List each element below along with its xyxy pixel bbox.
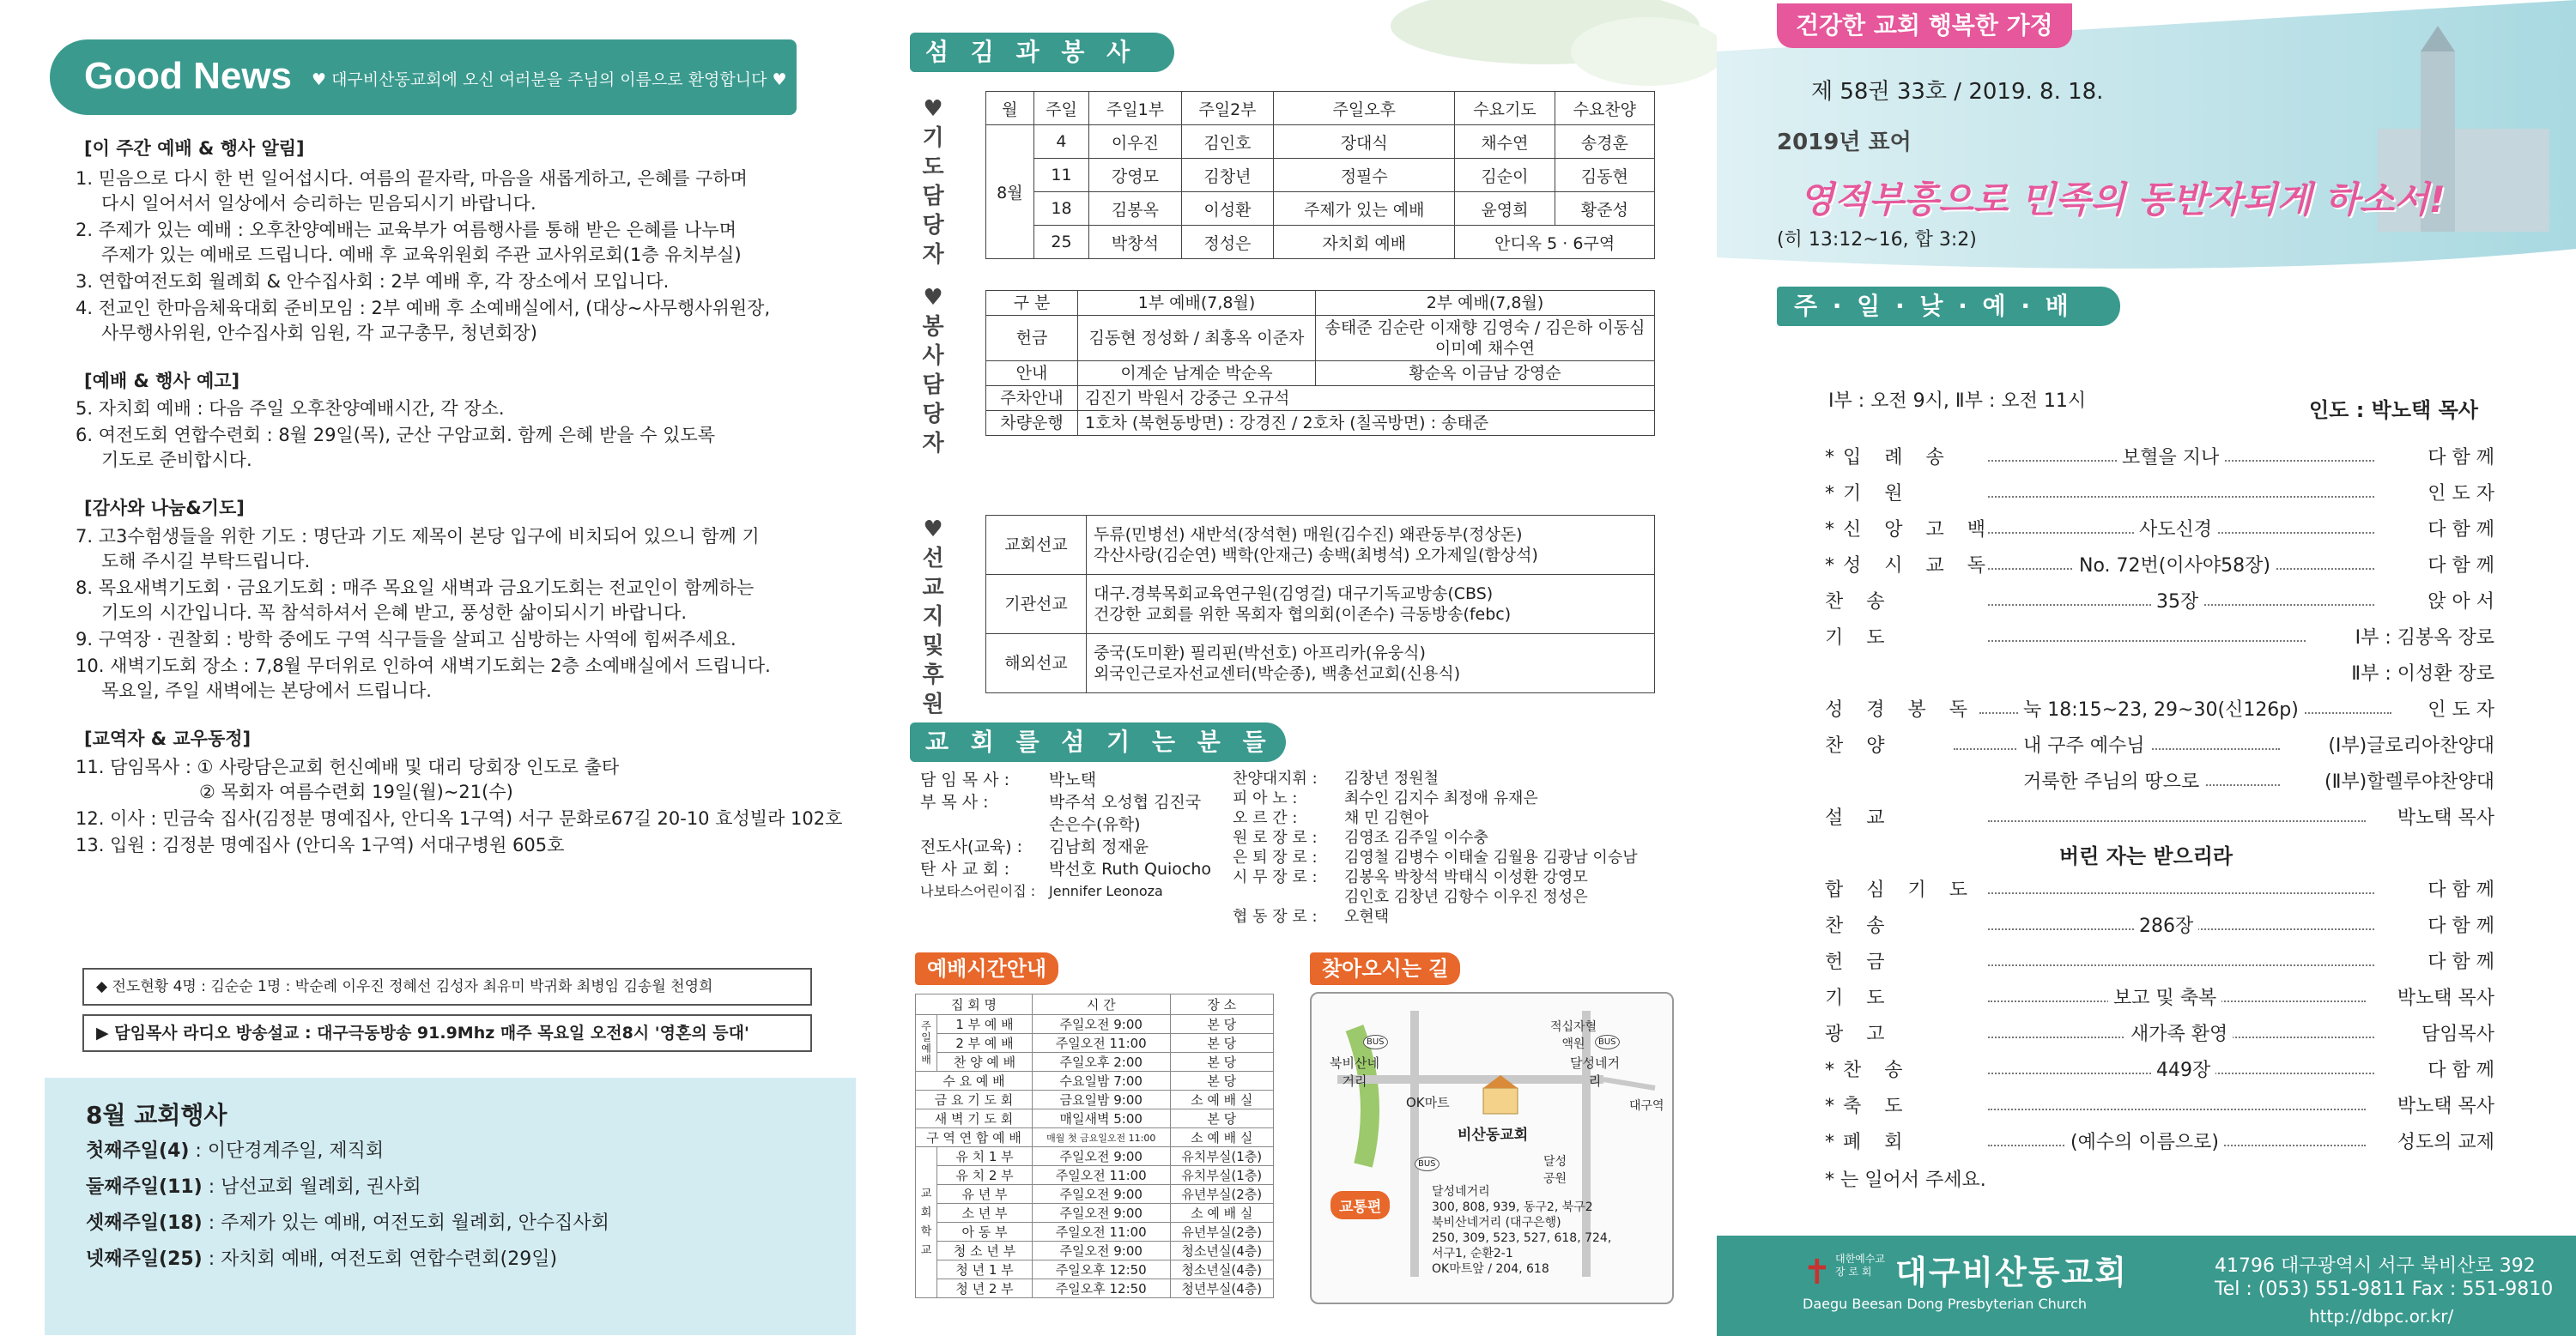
table-row: 새 벽 기 도 회 매일새벽 5:00 본 당 xyxy=(916,1109,1274,1128)
august-event-row: 둘째주일(11) : 남선교회 월례회, 권사회 xyxy=(86,1176,421,1198)
staff-row: 협 동 장 로 : 오현택 xyxy=(1233,908,1390,926)
table-row: 교회선교 두류(민병선) 새반석(장석현) 매원(김수진) 왜관동부(정상돈) 각산사랑(김순연) 백학(안재근) 송백(최병석) 오가제일(함상석) xyxy=(986,516,1655,575)
staff-row: 찬양대지휘 : 김창년 정원철 xyxy=(1233,770,1440,788)
notice-line: ② 목회자 여름수련회 19일(월)~21(수) xyxy=(199,782,513,802)
staff-row: 나보타스어린이집 : Jennifer Leonoza xyxy=(920,883,1163,899)
worship-schedule-table xyxy=(915,994,1274,1298)
table-row: 18 김봉옥 이성환 주제가 있는 예배 윤영희 황준성 xyxy=(986,192,1655,226)
notice-line: 5. 자치회 예배 : 다음 주일 오후찬양예배시간, 각 장소. xyxy=(76,398,505,419)
order-row: 기 도 Ⅰ부 : 김봉옥 장로 xyxy=(1825,627,2494,649)
traffic-label: 교통편 xyxy=(1330,1191,1390,1219)
leaf-decoration xyxy=(1288,0,1717,103)
order-row: Ⅱ부 : 이성환 장로 xyxy=(2351,663,2494,685)
order-row: 합 심 기 도 다 함 께 xyxy=(1825,880,2494,901)
cover-worship-panel xyxy=(1717,0,2576,1336)
table-row: 11 강영모 김창년 정필수 김순이 김동현 xyxy=(986,159,1655,192)
table-row: 헌금 김동현 정성화 / 최홍옥 이준자 송태준 김순란 이재향 김영숙 / 김은하 이동심 이미예 채수연 xyxy=(986,316,1655,361)
table-row: 유 치 2 부 주일오전 11:00 유치부실(1층) xyxy=(916,1166,1274,1185)
notice-line: 13. 입원 : 김정분 명예집사 (안디옥 1구역) 서대구병원 605호 xyxy=(76,835,565,855)
table-row: 청 년 1 부 주일오후 12:50 청소년실(4층) xyxy=(916,1260,1274,1279)
table-row: 금 요 기 도 회 금요일밤 9:00 소 예 배 실 xyxy=(916,1091,1274,1109)
notice-line: 12. 이사 : 민금숙 집사(김정분 명예집사, 안디옥 1구역) 서구 문화로67길 20-10 효성빌라 102호 xyxy=(76,808,843,829)
table-row: 8월 4 이우진 김인호 장대식 채수연 송경훈 xyxy=(986,125,1655,159)
notice-line: 기도로 준비합시다. xyxy=(101,450,252,470)
table-header-row: 집 회 명 시 간 장 소 xyxy=(916,994,1274,1015)
bus-stop-icon: BUS xyxy=(1595,1035,1620,1049)
order-row: *성 시 교 독 No. 72번(이사야58장) 다 함 께 xyxy=(1825,551,2494,585)
bus-stop-icon: BUS xyxy=(1363,1035,1388,1049)
directions-map xyxy=(1310,992,1674,1304)
staff-row: 담 임 목 사 : 박노택 xyxy=(920,771,1097,789)
table-row: 25 박창석 정성은 자치회 예배 안디옥 5 · 6구역 xyxy=(986,226,1655,259)
service-duty-table xyxy=(985,290,1655,436)
directions-tag: 찾아오시는 길 xyxy=(1310,952,1460,985)
order-row: *찬 송 449장 다 함 께 xyxy=(1825,1055,2494,1090)
map-label: OK마트 xyxy=(1406,1095,1450,1110)
welcome-text: ♥ 대구비산동교회에 오신 여러분을 주님의 이름으로 환영합니다 ♥ xyxy=(312,70,787,89)
footer xyxy=(1717,1236,2576,1336)
cross-logo-icon: ✝ xyxy=(1803,1253,1832,1292)
order-row: 찬 양 내 구주 예수님 (Ⅰ부)글로리아찬양대 xyxy=(1825,731,2494,765)
notice-line: 6. 여전도회 연합수련회 : 8월 29일(목), 군산 구암교회. 함께 은혜 받을 수 있도록 xyxy=(76,425,716,445)
bus-stop-icon: BUS xyxy=(1415,1157,1440,1171)
notice-line: 3. 연합여전도회 월례회 & 안수집사회 : 2부 예배 후, 각 장소에서 모입니다. xyxy=(76,271,670,292)
august-events-box xyxy=(45,1078,856,1335)
notice-line: 11. 담임목사 : ① 사랑담은교회 헌신예배 및 대리 당회장 인도로 출타 xyxy=(76,757,620,777)
table-row: 구 역 연 합 예 배 매월 첫 금요일오전 11:00 소 예 배 실 xyxy=(916,1128,1274,1147)
staff-row: 은 퇴 장 로 : 김영철 김병수 이태술 김월용 김광남 이승남 xyxy=(1233,849,1638,867)
map-label: 달성네거리 xyxy=(1570,1055,1620,1089)
serve-section-header: 섬 김 과 봉 사 xyxy=(910,33,1174,72)
table-row: 청 년 2 부 주일오후 12:50 청년부실(4층) xyxy=(916,1279,1274,1298)
order-row: 거룩한 주님의 땅으로 (Ⅱ부)할렐루야찬양대 xyxy=(1825,767,2494,801)
map-label: 적십자혈액원 xyxy=(1549,1020,1597,1051)
mission-support-table xyxy=(985,515,1655,693)
map-church-label: 비산동교회 xyxy=(1458,1127,1529,1144)
slogan-tag: 건강한 교회 행복한 가정 xyxy=(1777,3,2072,48)
table-row: 수 요 예 배 수요일밤 7:00 본 당 xyxy=(916,1072,1274,1091)
staff-row: 손은수(유학) xyxy=(1049,815,1141,834)
table-row: 주차안내 김진기 박원서 강중근 오규석 xyxy=(986,386,1655,411)
august-events-title: 8월 교회행사 xyxy=(86,1101,227,1129)
staff-row: 피 아 노 : 최수인 김지수 최정애 유재은 xyxy=(1233,789,1538,807)
staff-section-header: 교 회 를 섬 기 는 분 들 xyxy=(910,722,1286,762)
standing-note: * 는 일어서 주세요. xyxy=(1825,1170,1986,1191)
notice-line: 기도의 시간입니다. 꼭 참석하셔서 은혜 받고, 풍성한 삶이되시기 바랍니다. xyxy=(101,602,688,623)
staff-list-right xyxy=(1233,769,1638,927)
notice-line: 주제가 있는 예배로 드립니다. 예배 후 교육위원회 주관 교사위로회(1층 유치부실) xyxy=(101,245,742,265)
table-row: 안내 이계순 남계순 박순옥 황순옥 이금남 강영순 xyxy=(986,361,1655,386)
section-heading: [교역자 & 교우동정] xyxy=(84,728,252,749)
staff-row: 원 로 장 로 : 김영조 김주일 이수충 xyxy=(1233,829,1488,847)
table-header-row: 월 주일 주일1부 주일2부 주일오후 수요기도 수요찬양 xyxy=(986,92,1655,125)
good-news-title: Good News xyxy=(84,55,293,97)
map-label: 달성공원 xyxy=(1543,1155,1567,1186)
section-heading: [예배 & 행사 예고] xyxy=(84,371,240,391)
august-event-row: 셋째주일(18) : 주제가 있는 예배, 여전도회 월례회, 안수집사회 xyxy=(86,1212,609,1234)
table-row: 유 년 부 주일오전 9:00 유년부실(2층) xyxy=(916,1185,1274,1204)
church-phone: Tel : (053) 551-9811 Fax : 551-9810 xyxy=(2215,1279,2554,1300)
section-heading: [이 주간 예배 & 행사 알림] xyxy=(84,138,305,159)
table-row: 기관선교 대구.경북목회교육연구원(김영걸) 대구기독교방송(CBS) 건강한 교회를 위한 목회자 협의회(이존수) 극동방송(febc) xyxy=(986,575,1655,634)
notice-line: 9. 구역장 · 권찰회 : 방학 중에도 구역 식구들을 살피고 심방하는 사역에 힘써주세요. xyxy=(76,629,736,650)
order-row: 찬 송 35장 앉 아 서 xyxy=(1825,587,2494,621)
sermon-title: 버린 자는 받으리라 xyxy=(2058,844,2234,868)
notice-line: 도해 주시길 부탁드립니다. xyxy=(101,551,311,571)
order-row: *기 원 인 도 자 xyxy=(1825,483,2494,505)
worship-section-header: 주 · 일 · 낮 · 예 · 배 xyxy=(1777,287,2120,326)
section-heading: [감사와 나눔&기도] xyxy=(84,498,245,518)
notice-line: 1. 믿음으로 다시 한 번 일어섭시다. 여름의 끝자락, 마음을 새롭게하고, 은혜를 구하며 xyxy=(76,168,748,189)
table-row: 차량운행 1호차 (북현동방면) : 강경진 / 2호차 (칠곡방면) : 송태준 xyxy=(986,411,1655,436)
map-label: 대구역 xyxy=(1629,1099,1664,1113)
prayer-schedule-table xyxy=(985,91,1655,259)
notice-line: 4. 전교인 한마음체육대회 준비모임 : 2부 예배 후 소예배실에서, (대상~사무행사위원장, xyxy=(76,298,771,318)
staff-row: 부 목 사 : 박주석 오성협 김진국 xyxy=(920,793,1202,812)
notice-line: 목요일, 주일 새벽에는 본당에서 드립니다. xyxy=(101,680,432,701)
issue-info: 제 58권 33호 / 2019. 8. 18. xyxy=(1811,79,2104,105)
year-motto-label: 2019년 표어 xyxy=(1777,130,1912,155)
order-row: 헌 금 다 함 께 xyxy=(1825,952,2494,973)
radio-broadcast-box: ▶ 담임목사 라디오 방송설교 : 대구극동방송 91.9Mhz 매주 목요일 오전8시 '영혼의 등대' xyxy=(82,1014,812,1052)
service-leaders-label: ♥ 봉 사 담 당 자 xyxy=(922,285,944,456)
table-row: 해외선교 중국(도미환) 필리핀(박선호) 아프리카(유웅식) 외국인근로자선교센터(박순종), 백총선교회(신용식) xyxy=(986,634,1655,693)
news-panel xyxy=(0,0,858,1336)
worship-order xyxy=(1717,443,2576,1198)
order-row: *폐 회 (예수의 이름으로) 성도의 교제 xyxy=(1825,1127,2494,1162)
table-row: 아 동 부 주일오전 11:00 유년부실(2층) xyxy=(916,1223,1274,1242)
church-name-en: Daegu Beesan Dong Presbyterian Church xyxy=(1803,1296,2088,1312)
table-row: 찬 양 예 배 주일오후 2:00 본 당 xyxy=(916,1053,1274,1072)
order-row: *축 도 박노택 목사 xyxy=(1825,1096,2494,1117)
denomination-label: 대한예수교 장 로 회 xyxy=(1835,1253,1885,1278)
order-row: 광 고 새가족 환영 담임목사 xyxy=(1825,1019,2494,1054)
notice-line: 8. 목요새벽기도회 · 금요기도회 : 매주 목요일 새벽과 금요기도회는 전교인이 함께하는 xyxy=(76,577,755,598)
worship-leader: 인도 : 박노택 목사 xyxy=(2309,398,2478,422)
year-motto: 영적부흥으로 민족의 동반자되게 하소서! xyxy=(1799,178,2446,221)
good-news-header xyxy=(50,39,797,115)
order-row: *신 앙 고 백 사도신경 다 함 께 xyxy=(1825,515,2494,549)
table-row: 주일예배 1 부 예 배 주일오전 9:00 본 당 xyxy=(916,1015,1274,1034)
table-row: 소 년 부 주일오전 9:00 소 예 배 실 xyxy=(916,1204,1274,1223)
table-row: 청 소 년 부 주일오전 9:00 청소년실(4층) xyxy=(916,1242,1274,1260)
order-row: *입 례 송 보혈을 지나 다 함 께 xyxy=(1825,443,2494,477)
mission-support-label: ♥ 선 교 지 및 후 원 xyxy=(922,517,944,717)
notice-line: 다시 일어서서 일상에서 승리하는 믿음되시기 바랍니다. xyxy=(101,193,536,214)
church-name: 대구비산동교회 xyxy=(1895,1254,2128,1291)
staff-row: 전도사(교육) : 김남희 정재윤 xyxy=(920,837,1149,856)
church-website-link[interactable]: http://dbpc.or.kr/ xyxy=(2309,1306,2454,1327)
notice-line: 10. 새벽기도회 장소 : 7,8월 무더위로 인하여 새벽기도회는 2층 소예배실에서 드립니다. xyxy=(76,656,771,676)
schedule-tag: 예배시간안내 xyxy=(915,952,1058,985)
evangelism-status-box: ◆ 전도현황 4명 : 김순순 1명 : 박순례 이우진 정혜선 김성자 최유미 박귀화 최병임 김송월 천영희 xyxy=(82,968,812,1006)
notice-line: 2. 주제가 있는 예배 : 오후찬양예배는 교육부가 여름행사를 통해 받은 은혜를 나누며 xyxy=(76,220,736,240)
august-event-row: 넷째주일(25) : 자치회 예배, 여전도회 연합수련회(29일) xyxy=(86,1248,558,1270)
table-header-row: 구 분 1부 예배(7,8월) 2부 예배(7,8월) xyxy=(986,291,1655,316)
bus-route-info: 달성네거리 300, 808, 939, 동구2, 북구2 북비산네거리 (대구은행) 250, 309, 523, 527, 618, 724, 서구1, 순환2-1 OK마트앞 / 204, 618 xyxy=(1432,1185,1612,1276)
notice-line: 7. 고3수험생들을 위한 기도 : 명단과 기도 제목이 본당 입구에 비치되어 있으니 함께 기 xyxy=(76,526,760,547)
worship-times: Ⅰ부 : 오전 9시, Ⅱ부 : 오전 11시 xyxy=(1828,390,2087,412)
notice-line: 사무행사위원, 안수집사회 임원, 각 교구총무, 청년회장) xyxy=(101,323,537,343)
service-panel xyxy=(858,0,1717,1336)
table-row: 2 부 예 배 주일오전 11:00 본 당 xyxy=(916,1034,1274,1053)
prayer-leaders-label: ♥ 기 도 담 당 자 xyxy=(922,96,944,268)
table-row: 교회학교 유 치 1 부 주일오전 9:00 유치부실(1층) xyxy=(916,1147,1274,1166)
staff-list-left xyxy=(920,769,1211,903)
order-row: 기 도 보고 및 축복 박노택 목사 xyxy=(1825,983,2494,1018)
staff-row: 탄 사 교 회 : 박선호 Ruth Quiocho xyxy=(920,860,1212,879)
map-label: 북비산네거리 xyxy=(1330,1055,1379,1089)
motto-verse: (히 13:12~16, 합 3:2) xyxy=(1777,229,1977,251)
august-event-row: 첫째주일(4) : 이단경계주일, 제직회 xyxy=(86,1140,385,1162)
order-row: 성 경 봉 독 눅 18:15~23, 29~30(신126p) 인 도 자 xyxy=(1825,695,2494,729)
church-address: 41796 대구광역시 서구 북비산로 392 xyxy=(2215,1255,2536,1277)
staff-row: 시 무 장 로 : 김봉옥 박창석 박태식 이성환 강영모 xyxy=(1233,868,1588,886)
staff-row: 오 르 간 : 채 민 김현아 xyxy=(1233,809,1429,827)
order-row: 찬 송 286장 다 함 께 xyxy=(1825,911,2494,946)
staff-row: 김인호 김창년 김항수 이우진 정성은 xyxy=(1344,888,1588,906)
order-row: 설 교 박노택 목사 xyxy=(1825,807,2494,829)
